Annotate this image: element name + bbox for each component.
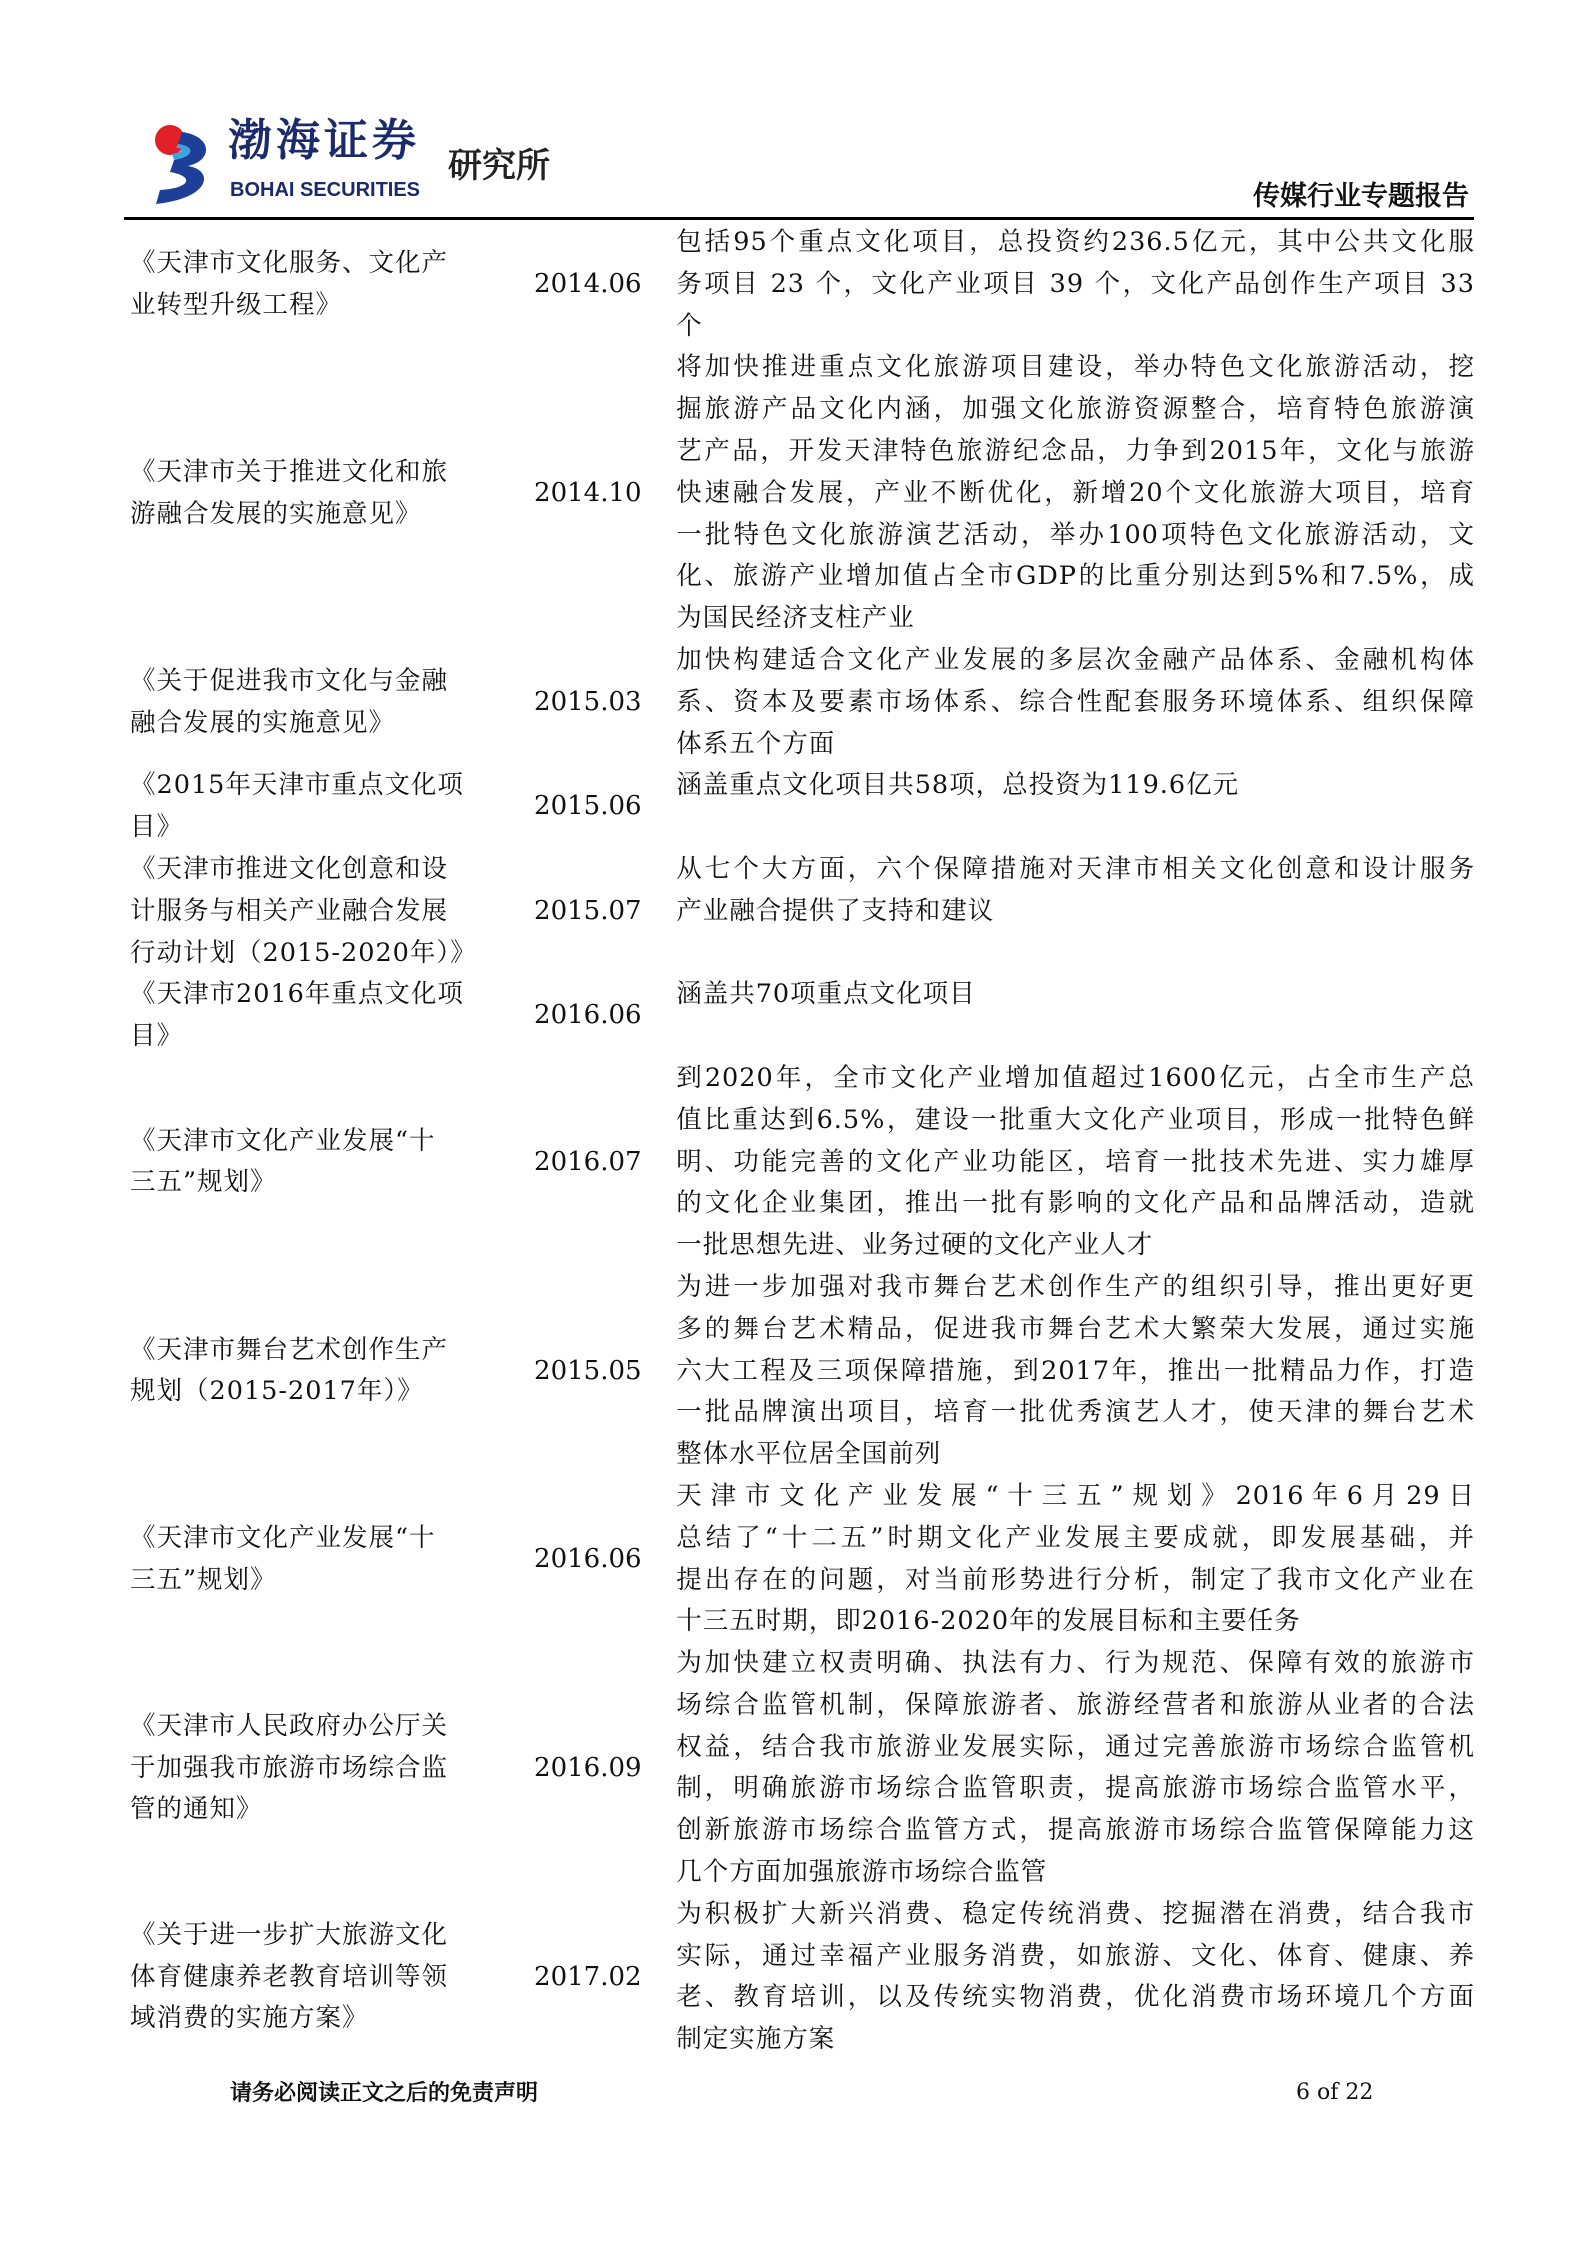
policy-date: 2015.03	[534, 686, 642, 717]
policy-title-line: 《天津市人民政府办公厅关	[130, 1710, 449, 1741]
page-number: 6 of 22	[1296, 2080, 1374, 2105]
policy-description-line: 涵盖共70项重点文化项目	[676, 979, 976, 1010]
policy-description-line: 值比重达到6.5%，建设一批重大文化产业项目，形成一批特色鲜	[676, 1104, 1475, 1135]
table-row	[130, 1058, 1475, 1267]
policy-table	[130, 222, 1475, 2061]
policy-date: 2015.05	[534, 1355, 642, 1386]
policy-date: 2014.10	[534, 477, 642, 508]
policy-description-line: 系、资本及要素市场体系、综合性配套服务环境体系、组织保障	[676, 686, 1475, 717]
policy-title	[130, 765, 499, 849]
policy-description	[676, 222, 1475, 347]
policy-description-line: 为积极扩大新兴消费、稳定传统消费、挖掘潜在消费，结合我市	[676, 1898, 1475, 1929]
policy-description-line: 为加快建立权责明确、执法有力、行为规范、保障有效的旅游市	[676, 1648, 1475, 1679]
policy-title-line: 三五”规划》	[130, 1167, 277, 1198]
policy-title-line: 于加强我市旅游市场综合监	[130, 1752, 449, 1783]
table-row	[130, 640, 1475, 765]
policy-description-line: 产业融合提供了支持和建议	[676, 895, 995, 926]
policy-title-line: 规划（2015-2017年）》	[130, 1376, 424, 1407]
policy-description-line: 明、功能完善的文化产业功能区，培育一批技术先进、实力雄厚	[676, 1146, 1475, 1177]
policy-description-line: 包括95个重点文化项目，总投资约236.5亿元，其中公共文化服	[676, 227, 1475, 257]
policy-date: 2015.07	[534, 895, 642, 926]
table-row	[130, 974, 1475, 1058]
policy-description-line: 多的舞台艺术精品，促进我市舞台艺术大繁荣大发展，通过实施	[676, 1313, 1475, 1344]
policy-title-line: 目》	[130, 812, 184, 843]
policy-description	[676, 974, 1475, 1058]
policy-title	[130, 1643, 499, 1894]
policy-title	[130, 1476, 499, 1643]
policy-date: 2016.06	[534, 1000, 642, 1031]
policy-title-line: 行动计划（2015-2020年）》	[130, 937, 477, 968]
policy-date: 2016.06	[534, 1543, 642, 1574]
policy-title-line: 《天津市2016年重点文化项	[130, 979, 464, 1010]
policy-title	[130, 347, 499, 640]
policy-description-line: 老、教育培训，以及传统实物消费，优化消费市场环境几个方面	[676, 1982, 1475, 2013]
policy-description-line: 提出存在的问题，对当前形势进行分析，制定了我市文化产业在	[676, 1564, 1475, 1595]
policy-title-line: 计服务与相关产业融合发展	[130, 895, 449, 926]
policy-title-line: 《天津市推进文化创意和设	[130, 853, 449, 884]
policy-description-line: 制，明确旅游市场综合监管职责，提高旅游市场综合监管水平，	[676, 1773, 1475, 1804]
policy-title	[130, 1267, 499, 1476]
policy-description	[676, 765, 1475, 849]
policy-description-line: 一批品牌演出项目，培育一批优秀演艺人才，使天津的舞台艺术	[676, 1397, 1475, 1428]
policy-title	[130, 640, 499, 765]
policy-date: 2016.09	[534, 1752, 642, 1783]
policy-date: 2016.07	[534, 1146, 642, 1177]
policy-description-line: 一批思想先进、业务过硬的文化产业人才	[676, 1230, 1154, 1261]
policy-description-line: 一批特色文化旅游演艺活动，举办100项特色文化旅游活动，文	[676, 519, 1475, 550]
policy-description-line: 天津市文化产业发展“十三五”规划》2016年6月29日	[676, 1480, 1475, 1511]
table-row	[130, 1476, 1475, 1643]
policy-description-line: 的文化企业集团，推出一批有影响的文化产品和品牌活动，造就	[676, 1188, 1475, 1219]
logo-english-name: BOHAI SECURITIES	[230, 179, 421, 201]
policy-description-line: 六大工程及三项保障措施，到2017年，推出一批精品力作，打造	[676, 1355, 1475, 1386]
policy-description-line: 十三五时期，即2016-2020年的发展目标和主要任务	[676, 1606, 1301, 1637]
policy-title	[130, 1894, 499, 2061]
header-rule	[124, 217, 1474, 220]
policy-description	[676, 1894, 1475, 2061]
report-type: 传媒行业专题报告	[1253, 181, 1469, 212]
logo-chinese-name: 渤海证券	[228, 115, 420, 166]
policy-title-line: 游融合发展的实施意见》	[130, 498, 422, 529]
policy-title-line: 《天津市文化产业发展“十	[130, 1522, 436, 1553]
policy-description-line: 总结了“十二五”时期文化产业发展主要成就，即发展基础，并	[676, 1522, 1475, 1553]
logo-institute: 研究所	[448, 146, 550, 186]
policy-description-line: 个	[676, 310, 703, 341]
policy-title-line: 《天津市文化服务、文化产	[130, 247, 449, 278]
policy-title	[130, 1058, 499, 1267]
policy-title-line: 域消费的实施方案》	[130, 2003, 369, 2034]
policy-description-line: 为进一步加强对我市舞台艺术创作生产的组织引导，推出更好更	[676, 1271, 1475, 1302]
policy-title-line: 融合发展的实施意见》	[130, 707, 396, 738]
policy-date: 2014.06	[534, 268, 642, 299]
policy-date: 2017.02	[534, 1961, 642, 1992]
policy-description-line: 掘旅游产品文化内涵，加强文化旅游资源整合，培育特色旅游演	[676, 394, 1475, 425]
table-row	[130, 765, 1475, 849]
policy-description-line: 快速融合发展，产业不断优化，新增20个文化旅游大项目，培育	[676, 477, 1475, 508]
policy-title-line: 管的通知》	[130, 1794, 263, 1825]
table-row	[130, 347, 1475, 640]
policy-description-line: 艺产品，开发天津特色旅游纪念品，力争到2015年，文化与旅游	[676, 435, 1475, 466]
table-row	[130, 1643, 1475, 1894]
policy-title-line: 《天津市舞台艺术创作生产	[130, 1334, 449, 1365]
policy-description-line: 从七个大方面，六个保障措施对天津市相关文化创意和设计服务	[676, 853, 1475, 884]
policy-description	[676, 640, 1475, 765]
policy-description-line: 创新旅游市场综合监管方式，提高旅游市场综合监管保障能力这	[676, 1815, 1475, 1846]
policy-title	[130, 974, 499, 1058]
policy-description-line: 涵盖重点文化项目共58项，总投资为119.6亿元	[676, 770, 1240, 801]
policy-title-line: 三五”规划》	[130, 1564, 277, 1595]
table-row	[130, 1267, 1475, 1476]
disclaimer-notice: 请务必阅读正文之后的免责声明	[230, 2080, 539, 2106]
policy-description-line: 体系五个方面	[676, 728, 836, 759]
bohai-logo	[148, 116, 588, 212]
table-row	[130, 222, 1475, 347]
policy-description-line: 将加快推进重点文化旅游项目建设，举办特色文化旅游活动，挖	[676, 352, 1475, 383]
policy-description	[676, 849, 1475, 974]
policy-description-line: 到2020年，全市文化产业增加值超过1600亿元，占全市生产总	[676, 1062, 1475, 1093]
policy-description-line: 几个方面加强旅游市场综合监管	[676, 1857, 1048, 1888]
policy-description-line: 制定实施方案	[676, 2024, 836, 2055]
policy-title	[130, 222, 499, 347]
policy-description	[676, 1267, 1475, 1476]
policy-description-line: 场综合监管机制，保障旅游者、旅游经营者和旅游从业者的合法	[676, 1689, 1475, 1720]
policy-description-line: 为国民经济支柱产业	[676, 603, 915, 634]
policy-title-line: 《天津市关于推进文化和旅	[130, 456, 449, 487]
policy-description-line: 权益，结合我市旅游业发展实际，通过完善旅游市场综合监管机	[676, 1731, 1475, 1762]
policy-title-line: 《2015年天津市重点文化项	[130, 770, 464, 801]
table-row	[130, 1894, 1475, 2061]
policy-title	[130, 849, 499, 974]
policy-description	[676, 1058, 1475, 1267]
policy-title-line: 《关于促进我市文化与金融	[130, 665, 449, 696]
policy-description-line: 务项目 23 个，文化产业项目 39 个，文化产品创作生产项目 33	[676, 268, 1475, 299]
bohai-logo-icon	[148, 118, 218, 208]
policy-title-line: 《关于进一步扩大旅游文化	[130, 1919, 449, 1950]
policy-description	[676, 1643, 1475, 1894]
policy-title-line: 《天津市文化产业发展“十	[130, 1125, 436, 1156]
policy-description-line: 加快构建适合文化产业发展的多层次金融产品体系、金融机构体	[676, 644, 1475, 675]
policy-description	[676, 347, 1475, 640]
policy-description-line: 实际，通过幸福产业服务消费，如旅游、文化、体育、健康、养	[676, 1940, 1475, 1971]
policy-title-line: 体育健康养老教育培训等领	[130, 1961, 449, 1992]
policy-title-line: 业转型升级工程》	[130, 289, 343, 320]
policy-description	[676, 1476, 1475, 1643]
policy-description-line: 整体水平位居全国前列	[676, 1439, 942, 1470]
policy-description-line: 化、旅游产业增加值占全市GDP的比重分别达到5%和7.5%，成	[676, 561, 1475, 592]
policy-title-line: 目》	[130, 1021, 184, 1052]
table-row	[130, 849, 1475, 974]
policy-date: 2015.06	[534, 791, 642, 822]
